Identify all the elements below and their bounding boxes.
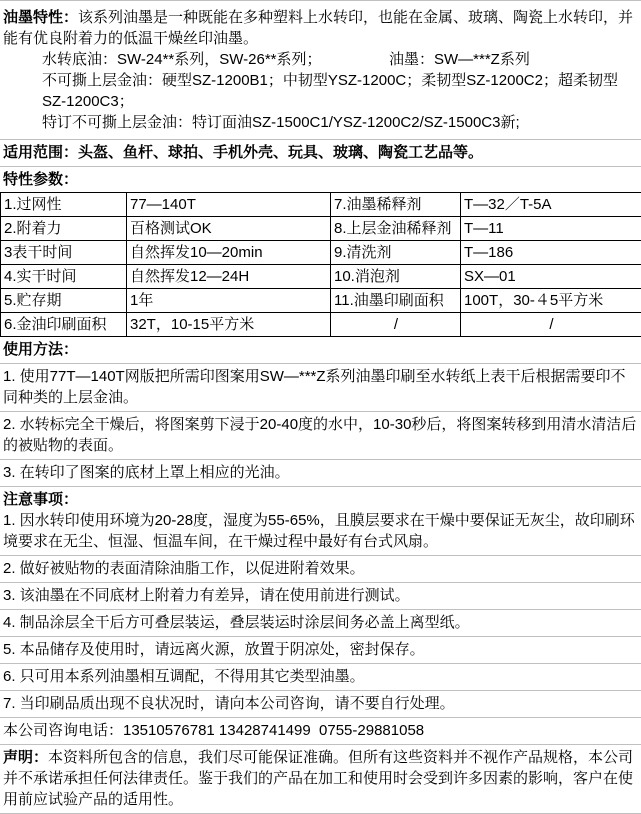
- section-notes: [0, 486, 641, 555]
- param-value: T—11: [461, 217, 641, 241]
- param-value: 1年: [127, 289, 331, 313]
- param-label: 1.过网性: [1, 193, 127, 217]
- param-label: 6.金油印刷面积: [1, 313, 127, 337]
- param-value: 100T，30-４5平方米: [461, 289, 641, 313]
- param-value: 自然挥发10—20min: [127, 241, 331, 265]
- param-empty: /: [461, 313, 641, 337]
- section-ink-properties: [0, 1, 641, 139]
- table-row: [1, 313, 641, 337]
- statement-heading: 声明：: [3, 749, 48, 766]
- scope-body: 头盔、鱼杆、球拍、手机外壳、玩具、玻璃、陶瓷工艺品等。: [78, 144, 483, 161]
- param-empty: /: [331, 313, 461, 337]
- note-item-1: 1. 因水转印使用环境为20-28度，湿度为55-65%，且膜层要求在干燥中要保证无灰尘，故印刷环境要求在无尘、恒湿、恒温车间，在干燥过程中最好有台式风扇。: [3, 510, 637, 552]
- param-label: 9.清洗剂: [331, 241, 461, 265]
- note-item-3: 3. 该油墨在不同底材上附着力有差异，请在使用前进行测试。: [0, 582, 641, 609]
- param-label: 7.油墨稀释剂: [331, 193, 461, 217]
- note-item-6: 6. 只可用本系列油墨相互调配，不得用其它类型油墨。: [0, 663, 641, 690]
- topcoat-line: 不可撕上层金油：硬型SZ-1200B1；中韧型YSZ-1200C；柔韧型SZ-1200C2；超柔韧型SZ-1200C3；: [3, 70, 637, 112]
- param-label: 5.贮存期: [1, 289, 127, 313]
- ink-properties-heading: 油墨特性：: [3, 9, 78, 26]
- section-usage-heading: [0, 337, 641, 363]
- param-label: 4.实干时间: [1, 265, 127, 289]
- ink-properties-body: 该系列油墨是一种既能在多种塑料上水转印，也能在金属、玻璃、陶瓷上水转印，并能有优良附着力的低温干燥丝印油墨。: [3, 9, 633, 47]
- parameters-heading: 特性参数：: [3, 171, 78, 188]
- param-label: 11.油墨印刷面积: [331, 289, 461, 313]
- param-value: 32T，10-15平方米: [127, 313, 331, 337]
- table-row: [1, 241, 641, 265]
- param-label: 3表干时间: [1, 241, 127, 265]
- section-application-scope: [0, 139, 641, 166]
- section-statement: [0, 744, 641, 813]
- param-value: 自然挥发12—24H: [127, 265, 331, 289]
- note-item-4: 4. 制品涂层全干后方可叠层装运，叠层装运时涂层间务必盖上离型纸。: [0, 609, 641, 636]
- statement-paragraph: [3, 747, 637, 810]
- table-row: [1, 265, 641, 289]
- param-value: T—32／T-5A: [461, 193, 641, 217]
- custom-topcoat-line: 特订不可撕上层金油：特订面油SZ-1500C1/YSZ-1200C2/SZ-1500C3新;: [3, 112, 637, 133]
- base-oil-line: 水转底油：SW-24**系列，SW-26**系列； 油墨：SW—***Z系列: [3, 49, 637, 70]
- param-label: 2.附着力: [1, 217, 127, 241]
- param-value: SX—01: [461, 265, 641, 289]
- scope-heading: 适用范围：: [3, 144, 78, 161]
- statement-body: 本资料所包含的信息，我们尽可能保证准确。但所有这些资料并不视作产品规格，本公司并不承诺承担任何法律责任。鉴于我们的产品在加工和使用时会受到许多因素的影响，客户在使用前应试验产品的适用性。: [3, 749, 633, 808]
- param-value: 百格测试OK: [127, 217, 331, 241]
- note-item-2: 2. 做好被贴物的表面清除油脂工作，以促进附着效果。: [0, 555, 641, 582]
- table-row: [1, 217, 641, 241]
- usage-step-3: 3. 在转印了图案的底材上罩上相应的光油。: [0, 459, 641, 486]
- table-row: [1, 193, 641, 217]
- section-parameters-heading: [0, 166, 641, 192]
- param-label: 8.上层金油稀释剂: [331, 217, 461, 241]
- notes-heading-line: [3, 489, 637, 510]
- usage-step-2: 2. 水转标完全干燥后，将图案剪下浸于20-40度的水中，10-30秒后，将图案转移到用清水清洁后的被贴物的表面。: [0, 411, 641, 459]
- notes-heading: 注意事项：: [3, 491, 78, 508]
- usage-heading: 使用方法：: [3, 341, 78, 358]
- usage-step-1: 1. 使用77T—140T网版把所需印图案用SW—***Z系列油墨印刷至水转纸上表干后根据需要印不同种类的上层金油。: [0, 363, 641, 411]
- param-label: 10.消泡剂: [331, 265, 461, 289]
- param-value: T—186: [461, 241, 641, 265]
- note-item-5: 5. 本品储存及使用时，请远离火源，放置于阴凉处，密封保存。: [0, 636, 641, 663]
- param-value: 77—140T: [127, 193, 331, 217]
- parameters-table: [0, 192, 641, 337]
- note-item-7: 7. 当印刷品质出现不良状况时，请向本公司咨询，请不要自行处理。: [0, 690, 641, 717]
- contact-phone-line: 本公司咨询电话：13510576781 13428741499 0755-29881058: [0, 717, 641, 744]
- table-row: [1, 289, 641, 313]
- ink-properties-paragraph: [3, 7, 637, 49]
